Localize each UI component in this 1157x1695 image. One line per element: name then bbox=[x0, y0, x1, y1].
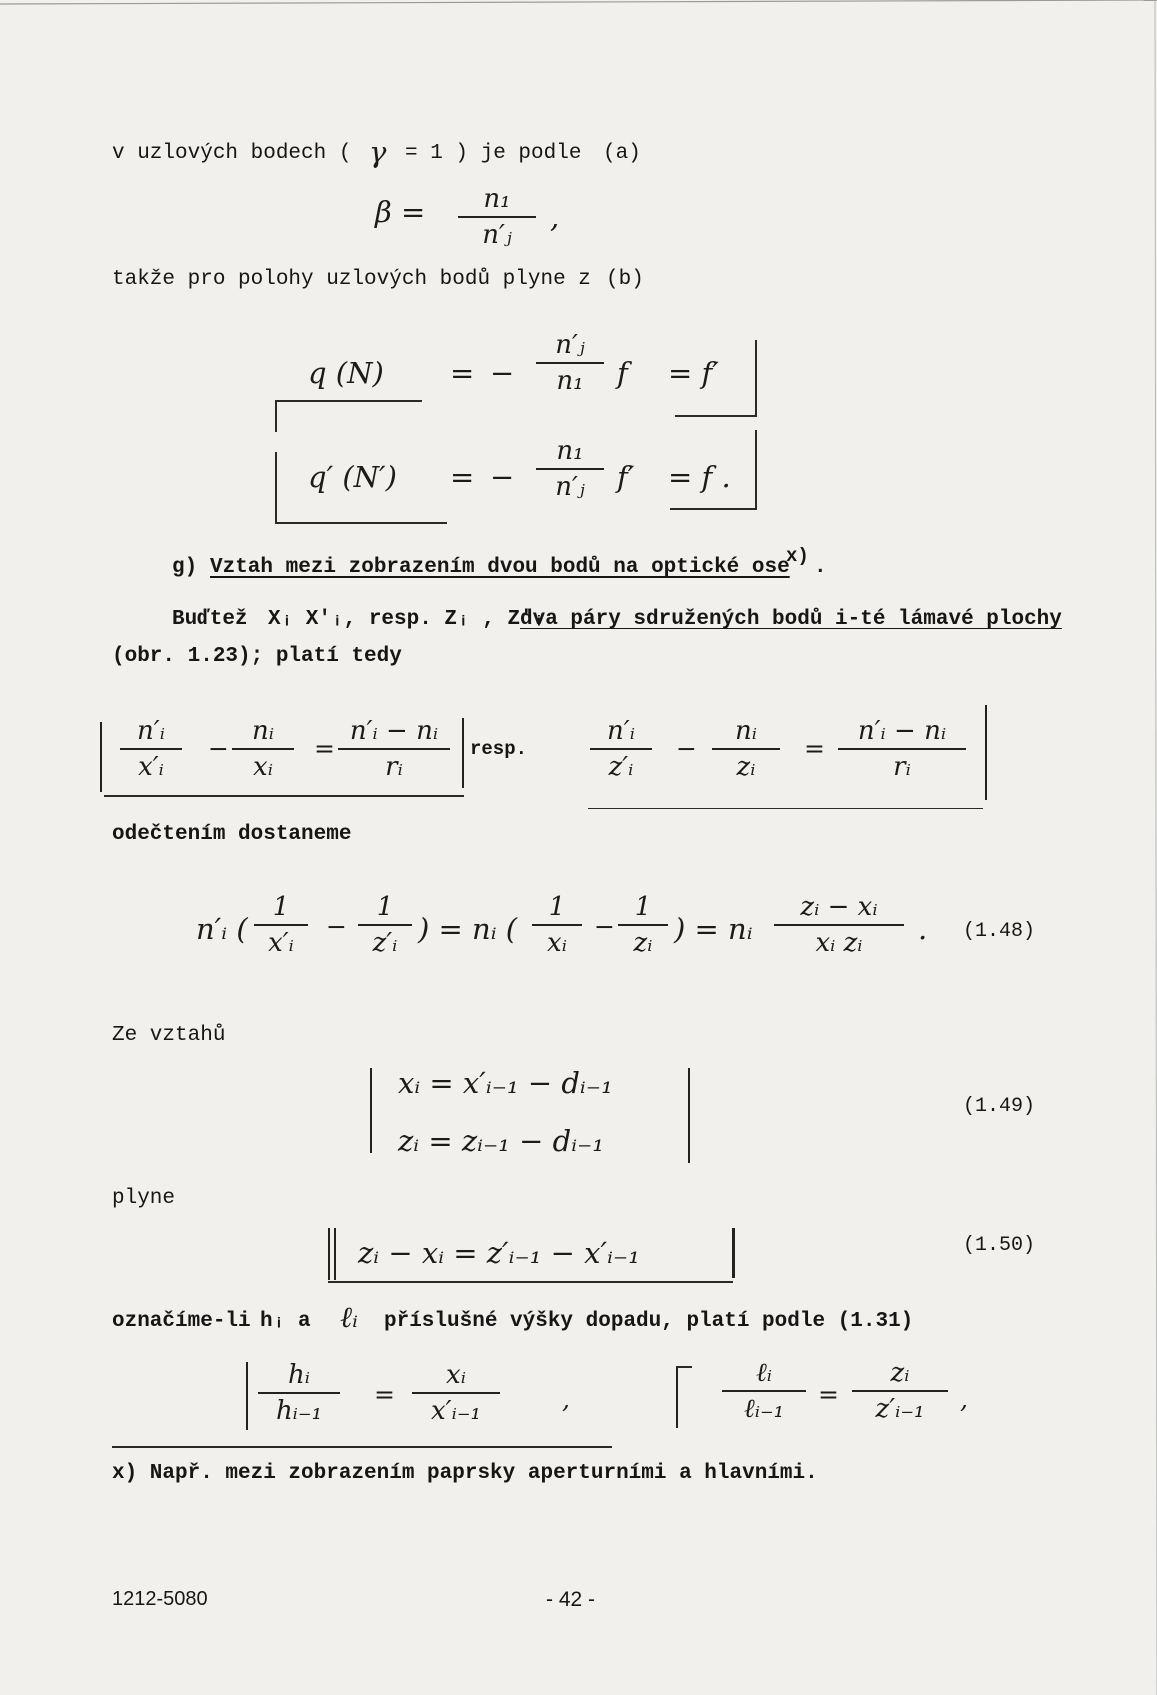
para2: odečtením dostaneme bbox=[112, 823, 352, 846]
section-g-label: g) bbox=[172, 556, 198, 579]
beta-lhs: β = bbox=[375, 195, 426, 229]
eq150-bar-left-2 bbox=[334, 1228, 336, 1280]
qN2-bracket-left bbox=[275, 452, 447, 524]
eq148-minus-2: − bbox=[594, 912, 615, 941]
para5-h: hᵢ bbox=[260, 1310, 286, 1333]
qN2-lhs: q′ (N′) bbox=[308, 460, 397, 494]
refr2-minus: − bbox=[676, 734, 697, 763]
para5-text: příslušné výšky dopadu, platí podle (1.31) bbox=[384, 1310, 914, 1333]
eq149-line-1: xᵢ = x′ᵢ₋₁ − dᵢ₋₁ bbox=[398, 1066, 613, 1100]
eq148-frac-2 bbox=[358, 892, 412, 958]
eq148-f2d: z′ᵢ bbox=[372, 928, 398, 958]
para5-intro: označíme-li bbox=[112, 1310, 251, 1333]
gamma-symbol: γ bbox=[369, 135, 387, 169]
qN2-f: f′ bbox=[617, 460, 635, 494]
refr2-n1: n′ᵢ bbox=[590, 716, 652, 750]
refr2-bar-right bbox=[985, 705, 987, 800]
para5-ell: ℓᵢ bbox=[340, 1300, 358, 1334]
refr1-underline bbox=[104, 795, 464, 797]
qN-f: f bbox=[617, 356, 628, 390]
heights-frac-4 bbox=[852, 1358, 948, 1424]
refr2-d1: z′ᵢ bbox=[608, 752, 634, 782]
eq148-part-a: n′ᵢ ( bbox=[196, 912, 248, 946]
eq150-bar-right bbox=[732, 1228, 735, 1278]
heights-frac-3 bbox=[722, 1358, 806, 1424]
eq148-frac-3 bbox=[532, 892, 582, 958]
eq148-number: (1.48) bbox=[963, 920, 1036, 943]
qN2-minus: − bbox=[490, 460, 515, 494]
qN2-numerator: n₁ bbox=[536, 436, 604, 470]
text-line-1-rest: = 1 ) je podle bbox=[405, 142, 582, 165]
heights-separator: , bbox=[562, 1385, 570, 1414]
ref-a: (a) bbox=[603, 142, 641, 165]
eq148-f5n: zᵢ − xᵢ bbox=[774, 892, 904, 926]
heights-n1: hᵢ bbox=[258, 1360, 340, 1394]
para1-text: dva páry sdružených bodů i-té lámavé plochy bbox=[520, 608, 1062, 631]
eq148-frac-4 bbox=[618, 892, 668, 958]
refr2-frac-2 bbox=[712, 716, 780, 782]
qN-minus: − bbox=[490, 356, 515, 390]
heights-d1: hᵢ₋₁ bbox=[275, 1396, 323, 1426]
refr1-minus: − bbox=[208, 734, 229, 763]
text-line-1: v uzlových bodech ( bbox=[112, 142, 352, 165]
heights-d3: ℓᵢ₋₁ bbox=[743, 1394, 785, 1424]
eq148-f4n: 1 bbox=[618, 892, 668, 926]
section-g-dot: . bbox=[814, 556, 827, 579]
refr2-frac-3 bbox=[838, 716, 966, 782]
para3: Ze vztahů bbox=[112, 1024, 226, 1047]
refr1-n1: n′ᵢ bbox=[120, 716, 182, 750]
eq150-body: zᵢ − xᵢ = z′ᵢ₋₁ − x′ᵢ₋₁ bbox=[358, 1236, 640, 1270]
eq149-number: (1.49) bbox=[963, 1095, 1036, 1118]
eq148-frac-5 bbox=[774, 892, 904, 958]
refr1-bar-right bbox=[462, 718, 464, 788]
heights-bracket-right-group bbox=[676, 1366, 678, 1428]
section-g-footnote-mark: x) bbox=[786, 545, 809, 567]
eq148-f3n: 1 bbox=[532, 892, 582, 926]
eq149-line-2: zᵢ = zᵢ₋₁ − dᵢ₋₁ bbox=[398, 1124, 604, 1158]
beta-numerator: n₁ bbox=[458, 184, 536, 218]
text-line-2: takže pro polohy uzlových bodů plyne z bbox=[112, 268, 591, 291]
eq150-underline bbox=[328, 1281, 733, 1283]
refr2-n2: nᵢ bbox=[712, 716, 780, 750]
eq148-f2n: 1 bbox=[358, 892, 412, 926]
heights-d4: z′ᵢ₋₁ bbox=[875, 1394, 925, 1424]
beta-denominator: n′ⱼ bbox=[482, 220, 512, 250]
section-g-title: Vztah mezi zobrazením dvou bodů na optické ose bbox=[210, 556, 790, 579]
refr2-n3: n′ᵢ − nᵢ bbox=[838, 716, 966, 750]
qN-numerator: n′ⱼ bbox=[536, 330, 604, 364]
heights-eq-2: = bbox=[818, 1380, 839, 1409]
refr2-eq: = bbox=[804, 734, 825, 763]
heights-d2: x′ᵢ₋₁ bbox=[431, 1396, 481, 1426]
footer-code: 1212-5080 bbox=[112, 1588, 208, 1610]
qN-bracket-right bbox=[675, 340, 757, 417]
footnote-text: x) Např. mezi zobrazením paprsky aperturními a hlavními. bbox=[112, 1462, 818, 1485]
ref-b: (b) bbox=[606, 268, 644, 291]
qN2-bracket-right bbox=[670, 430, 757, 510]
qN-denominator: n₁ bbox=[556, 366, 584, 396]
para1-continuation: (obr. 1.23); platí tedy bbox=[112, 645, 402, 668]
para5-and: a bbox=[298, 1310, 311, 1333]
heights-frac-2 bbox=[412, 1360, 500, 1426]
refr2-frac-1 bbox=[590, 716, 652, 782]
qN-lhs: q (N) bbox=[308, 356, 384, 390]
para4: plyne bbox=[112, 1187, 176, 1210]
eq150-bar-left bbox=[328, 1228, 330, 1280]
eq149-bar-right bbox=[688, 1068, 690, 1163]
eq148-f5d: xᵢ zᵢ bbox=[815, 928, 863, 958]
refr2-underline bbox=[588, 808, 983, 809]
para1-intro: Buďtež bbox=[172, 608, 248, 631]
qN-rhs: = f′ bbox=[668, 356, 719, 390]
page-number: - 42 - bbox=[546, 1588, 596, 1611]
refr1-frac-2 bbox=[232, 716, 294, 782]
qN-bracket-left bbox=[275, 400, 422, 432]
eq148-f1n: 1 bbox=[254, 892, 308, 926]
qN2-rhs: = f . bbox=[668, 460, 731, 494]
eq150-number: (1.50) bbox=[963, 1234, 1036, 1257]
footnote-rule bbox=[112, 1446, 612, 1448]
heights-eq-1: = bbox=[374, 1380, 395, 1409]
refr2-d2: zᵢ bbox=[736, 752, 756, 782]
refr1-eq: = bbox=[314, 734, 335, 763]
eq148-part-b: ) = nᵢ ( bbox=[418, 912, 518, 946]
qN2-denominator: n′ⱼ bbox=[555, 472, 585, 502]
eq148-f3d: xᵢ bbox=[547, 928, 567, 958]
eq148-dot: . bbox=[918, 912, 928, 946]
heights-bar-left bbox=[246, 1362, 248, 1430]
refr1-frac-3 bbox=[338, 716, 450, 782]
eq148-f4d: zᵢ bbox=[633, 928, 653, 958]
resp-label: resp. bbox=[470, 738, 528, 760]
heights-n2: xᵢ bbox=[412, 1360, 500, 1394]
heights-bracket-top bbox=[676, 1366, 692, 1368]
eq149-bar-left bbox=[370, 1068, 372, 1153]
refr1-d1: x′ᵢ bbox=[138, 752, 164, 782]
eq148-f1d: x′ᵢ bbox=[268, 928, 294, 958]
refr1-frac-1 bbox=[120, 716, 182, 782]
heights-frac-1 bbox=[258, 1360, 340, 1426]
eq148-minus-1: − bbox=[326, 912, 347, 941]
heights-n4: zᵢ bbox=[852, 1358, 948, 1392]
para1-vars: Xᵢ X′ᵢ, resp. Zᵢ , Z′ᵢ bbox=[268, 608, 546, 631]
eq148-frac-1 bbox=[254, 892, 308, 958]
refr1-n3: n′ᵢ − nᵢ bbox=[338, 716, 450, 750]
beta-comma: , bbox=[550, 200, 560, 234]
refr1-bar-left bbox=[100, 722, 102, 792]
beta-fraction bbox=[458, 184, 536, 250]
qN-eq: = bbox=[450, 356, 475, 390]
qN2-fraction bbox=[536, 436, 604, 502]
eq148-part-c: ) = nᵢ bbox=[674, 912, 753, 946]
refr1-d3: rᵢ bbox=[385, 752, 403, 782]
qN2-eq: = bbox=[450, 460, 475, 494]
heights-n3: ℓᵢ bbox=[722, 1358, 806, 1392]
refr2-d3: rᵢ bbox=[893, 752, 911, 782]
refr1-d2: xᵢ bbox=[253, 752, 273, 782]
heights-trailing-comma: , bbox=[960, 1385, 968, 1414]
qN-fraction bbox=[536, 330, 604, 396]
refr1-n2: nᵢ bbox=[232, 716, 294, 750]
